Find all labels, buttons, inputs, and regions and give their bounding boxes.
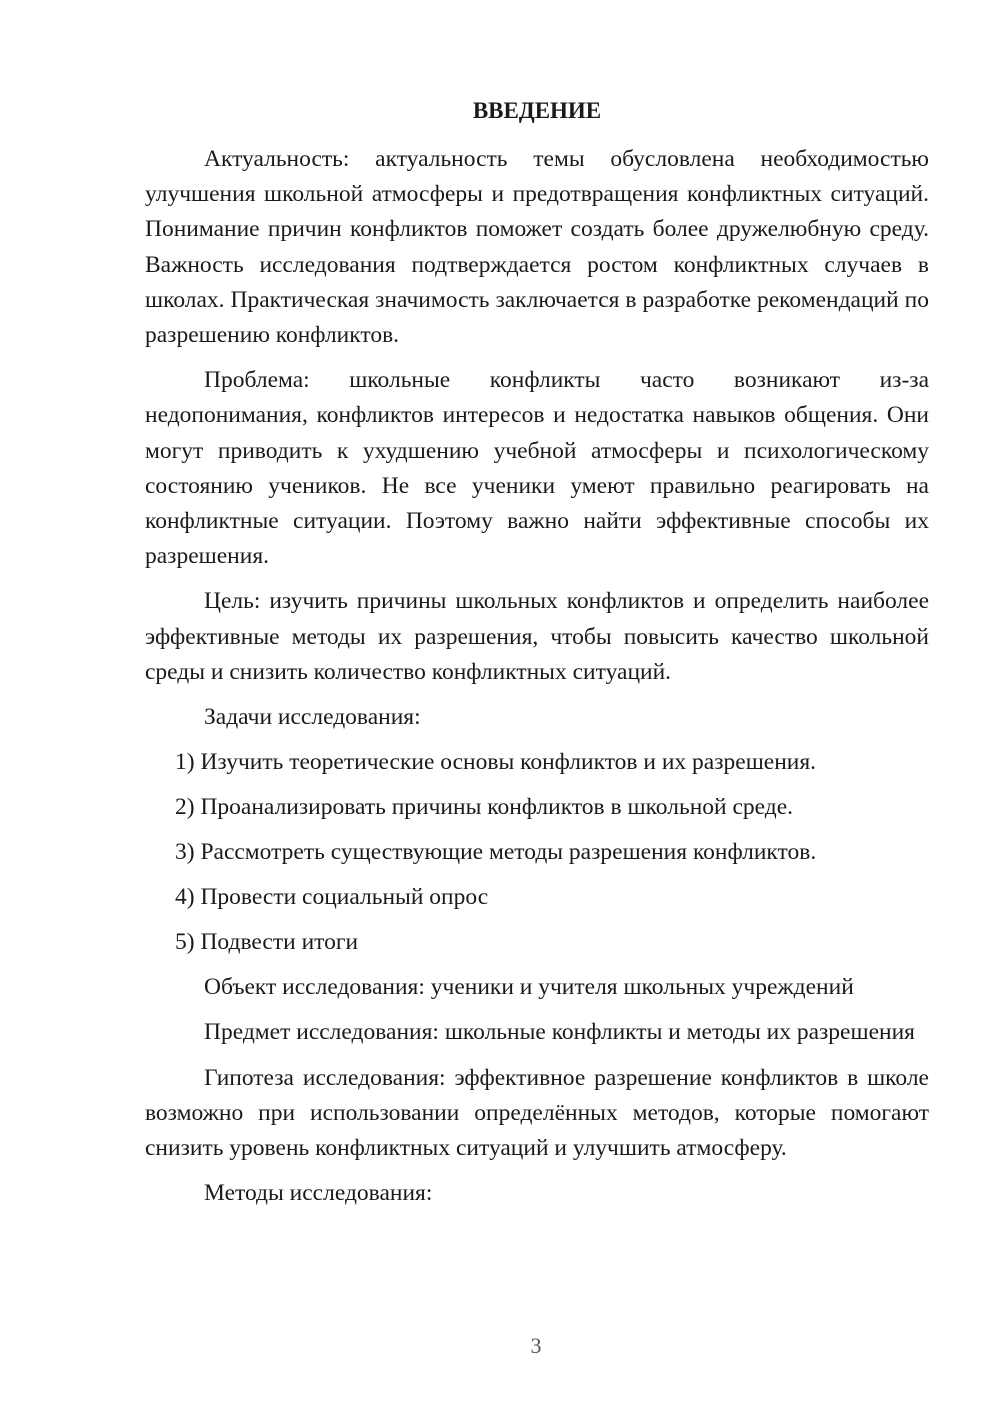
paragraph-object: Объект исследования: ученики и учителя школьных учреждений: [204, 974, 854, 1001]
task-item-1: 1) Изучить теоретические основы конфликтов и их разрешения.: [175, 749, 817, 776]
paragraph-methods-heading: Методы исследования:: [204, 1180, 433, 1207]
task-item-4: 4) Провести социальный опрос: [175, 884, 489, 911]
page-title: ВВЕДЕНИЕ: [472, 98, 602, 123]
document-page: [145, 95, 929, 1221]
paragraph-hypothesis: Гипотеза исследования: эффективное разрешение конфликтов в школе возможно при использовании определённых методов, которые помогают снизить уровень конфликтных ситуаций и улучшить атмосферу.: [145, 1064, 929, 1162]
page-number: 3: [530, 1333, 542, 1358]
task-item-5: 5) Подвести итоги: [175, 929, 359, 956]
paragraph-relevance: Актуальность: актуальность темы обусловлена необходимостью улучшения школьной атмосферы и предотвращения конфликтных ситуаций. Понимание причин конфликтов поможет создать более дружелюбную среду. Важность исследования подтверждается ростом конфликтных случаев в школах. Практическая значимость заключается в разработке рекомендаций по разрешению конфликтов.: [145, 146, 929, 349]
paragraph-tasks-heading: Задачи исследования:: [204, 704, 421, 731]
paragraph-problem: Проблема: школьные конфликты часто возникают из-за недопонимания, конфликтов интересов и недостатка навыков общения. Они могут приводить к ухудшению учебной атмосферы и психологическому состоянию учеников. Не все ученики умеют правильно реагировать на конфликтные ситуации. Поэтому важно найти эффективные способы их разрешения.: [145, 367, 929, 570]
paragraph-goal: Цель: изучить причины школьных конфликтов и определить наиболее эффективные методы их разрешения, чтобы повысить качество школьной среды и снизить количество конфликтных ситуаций.: [145, 588, 929, 685]
task-item-3: 3) Рассмотреть существующие методы разрешения конфликтов.: [175, 839, 817, 866]
task-item-2: 2) Проанализировать причины конфликтов в школьной среде.: [175, 794, 794, 821]
paragraph-subject: Предмет исследования: школьные конфликты и методы их разрешения: [204, 1019, 915, 1046]
